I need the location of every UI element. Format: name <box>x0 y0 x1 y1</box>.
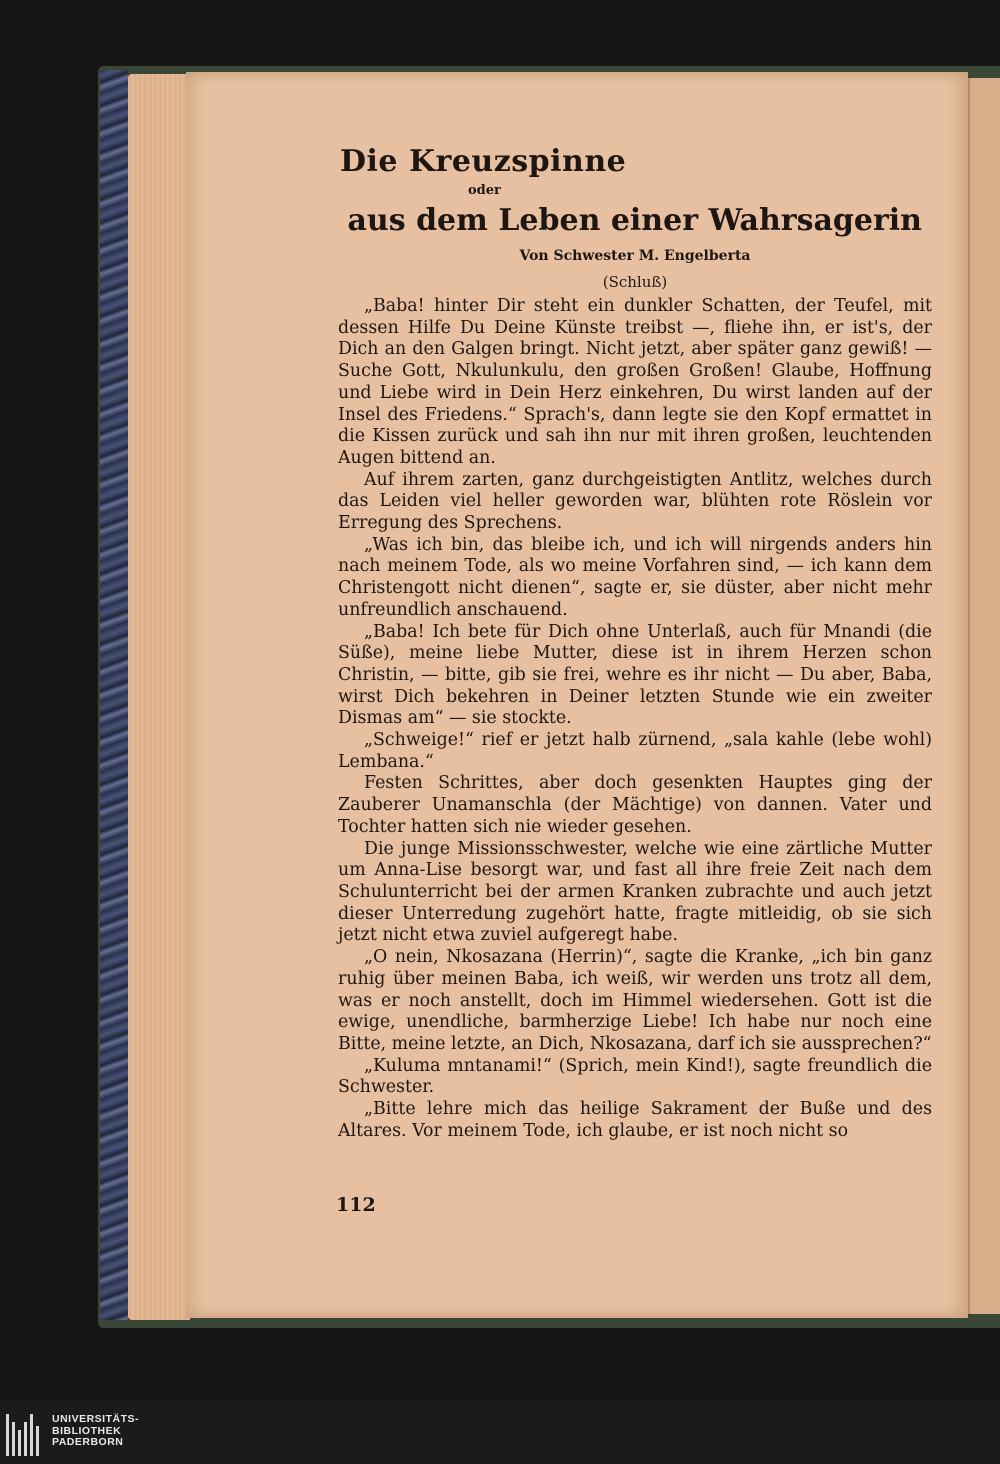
article-title: Die Kreuzspinne <box>340 144 627 179</box>
paragraph: Auf ihrem zarten, ganz durchgeistigten Antlitz, welches durch das Leiden viel heller geworden war, blühten rote Röslein vor Erregung des Sprechens. <box>338 469 932 534</box>
paragraph: „Bitte lehre mich das heilige Sakrament der Buße und des Altares. Vor meinem Tode, ich glaube, er ist noch nicht so <box>338 1099 932 1141</box>
page-stack-edge <box>128 74 190 1320</box>
library-logo-text <box>52 1414 139 1449</box>
library-logo-icon <box>6 1414 44 1456</box>
paragraph: Festen Schrittes, aber doch gesenkten Hauptes ging der Zauberer Unamanschla (der Mächtige) von dannen. Vater und Tochter hatten sich nie wieder gesehen. <box>338 773 932 837</box>
title-connector: oder <box>468 183 501 198</box>
paragraph: Die junge Missionsschwester, welche wie eine zärtliche Mutter um Anna-Lise besorgt war, und fast all ihre freie Zeit nach dem Schulunterricht bei der armen Kranken zubrachte und auch jetzt dieser Unterredung zugehört hatte, fragte mitleidig, ob sie sich jetzt nicht etwa zuviel aufgeregt habe. <box>338 838 932 946</box>
paragraph: „Baba! hinter Dir steht ein dunkler Schatten, der Teufel, mit dessen Hilfe Du Deine Künste treibst —, fliehe ihn, er ist's, der Dich an den Galgen bringt. Nicht jetzt, aber später ganz gewiß! — Suche Gott, Nkulunkulu, den großen Großen! Glaube, Hoffnung und Liebe wird in Dein Herz einkehren, Du wirst landen auf der Insel des Friedens.“ Sprach's, dann legte sie den Kopf ermattet in die Kissen zurück und sah ihn nur mit ihren großen, leuchtenden Augen bittend an. <box>338 296 932 468</box>
paragraph: „Kuluma mntanami!“ (Sprich, mein Kind!), sagte freundlich die Schwester. <box>338 1055 932 1098</box>
facing-page-edge <box>968 78 1000 1314</box>
library-name-line: PADERBORN <box>52 1436 124 1448</box>
continuation-note: (Schluß) <box>602 273 668 291</box>
paragraph: „O nein, Nkosazana (Herrin)“, sagte die Kranke, „ich bin ganz ruhig über meinen Baba, ich weiß, wir werden uns trotz all dem, was er noch anstellt, doch im Himmel wiedersehen. Gott ist die ewige, unendliche, barmherzige Liebe! Ich habe nur noch eine Bitte, meine letzte, an Dich, Nkosazana, darf ich sie aussprechen?“ <box>338 947 932 1054</box>
marbled-endpaper <box>100 70 128 1320</box>
library-name-line: UNIVERSITÄTS- <box>52 1413 140 1425</box>
paragraph: „Baba! Ich bete für Dich ohne Unterlaß, auch für Mnandi (die Süße), meine liebe Mutter, diese ist in ihrem Herzen schon Christin, — bitte, gib sie frei, wehre es ihr nicht — Du aber, Baba, wirst Dich bekehren in Deiner letzten Stunde wie ein zweiter Dismas am“ — sie stockte. <box>338 621 932 729</box>
author-byline: Von Schwester M. Engelberta <box>519 248 751 264</box>
page-number: 112 <box>336 1194 376 1216</box>
page-content <box>338 142 932 1142</box>
article-body <box>338 296 932 1142</box>
paragraph: „Schweige!“ rief er jetzt halb zürnend, „sala kahle (lebe wohl) Lembana.“ <box>338 730 932 772</box>
book-page <box>186 72 968 1318</box>
article-subtitle: aus dem Leben einer Wahrsagerin <box>347 203 922 238</box>
paragraph: „Was ich bin, das bleibe ich, und ich will nirgends anders hin nach meinem Tode, als wo meine Vorfahren sind, — ich kann dem Christengott nicht dienen“, sagte er, sie düster, aber nicht mehr unfreundlich anschauend. <box>338 534 932 620</box>
library-name-line: BIBLIOTHEK <box>52 1424 122 1437</box>
library-footer <box>0 1400 1000 1464</box>
